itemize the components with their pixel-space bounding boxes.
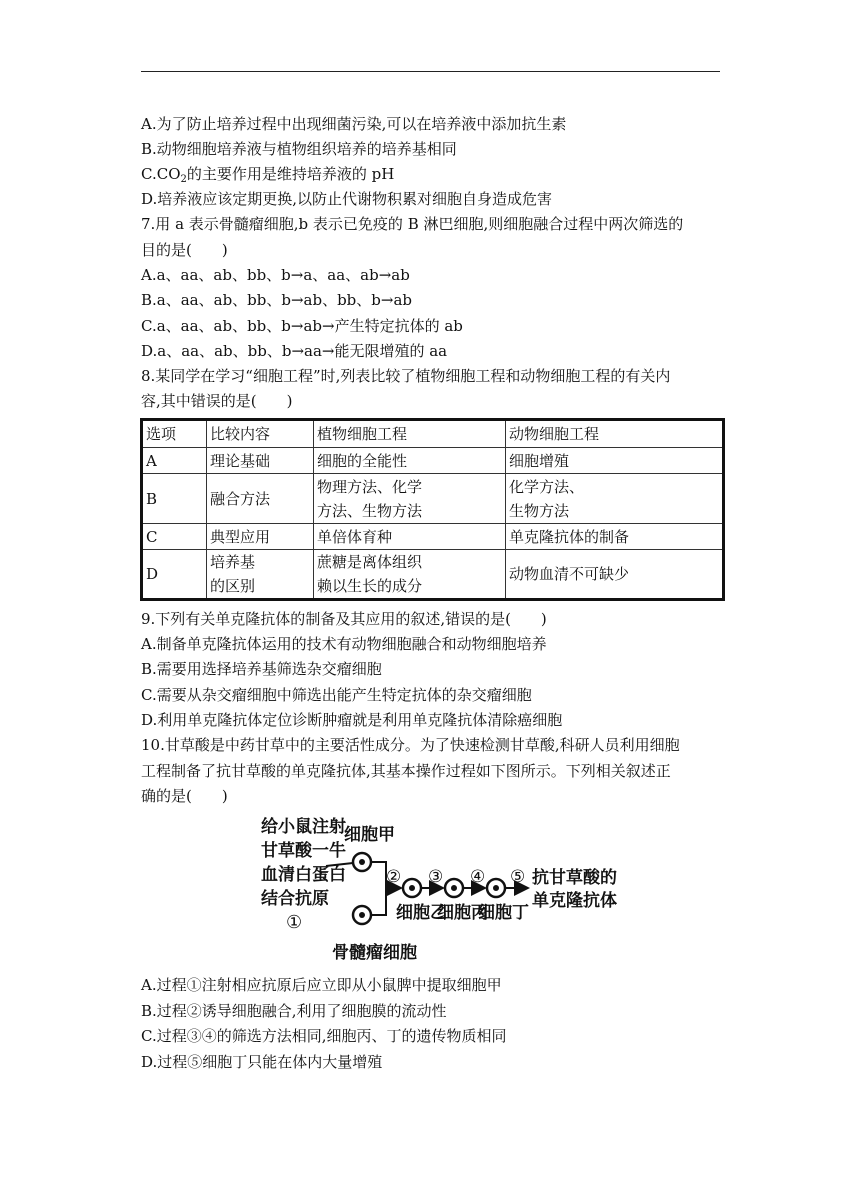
q10-option-a: A.过程①注射相应抗原后应立即从小鼠脾中提取细胞甲 bbox=[141, 976, 502, 994]
table-cell bbox=[314, 474, 506, 524]
q9-option-d: D.利用单克隆抗体定位诊断肿瘤就是利用单克隆抗体清除癌细胞 bbox=[141, 711, 563, 729]
step2-label: ② bbox=[386, 867, 402, 887]
comparison-table bbox=[140, 418, 725, 601]
table-row bbox=[142, 550, 724, 600]
q8-stem-line2: 容,其中错误的是( ) bbox=[141, 392, 293, 410]
q10-option-c: C.过程③④的筛选方法相同,细胞丙、丁的遗传物质相同 bbox=[141, 1027, 507, 1045]
cell-line: 生物方法 bbox=[509, 501, 570, 520]
q7-option-b: B.a、aa、ab、bb、b→ab、bb、b→ab bbox=[141, 291, 413, 309]
cell-line: 化学方法、 bbox=[509, 477, 585, 496]
q6-option-b: B.动物细胞培养液与植物组织培养的培养基相同 bbox=[141, 140, 457, 158]
myeloma-label: 骨髓瘤细胞 bbox=[332, 943, 417, 963]
cell-line: 赖以生长的成分 bbox=[317, 577, 423, 595]
table-row bbox=[142, 474, 724, 524]
table-header-row bbox=[142, 420, 724, 448]
table-cell: 单克隆抗体的制备 bbox=[506, 524, 724, 550]
q9-option-b: B.需要用选择培养基筛选杂交瘤细胞 bbox=[141, 660, 382, 678]
q7-stem-line1: 7.用 a 表示骨髓瘤细胞,b 表示已免疫的 B 淋巴细胞,则细胞融合过程中两次筛选的 bbox=[141, 215, 684, 233]
table-cell: C bbox=[142, 524, 207, 550]
table-cell bbox=[207, 550, 314, 600]
cell-line: 物理方法、化学 bbox=[317, 477, 423, 496]
table-cell: 动物血清不可缺少 bbox=[506, 550, 724, 600]
step3-label: ③ bbox=[428, 867, 444, 887]
cell-b-label: 细胞乙 bbox=[396, 903, 447, 923]
q7-stem-line2: 目的是( ) bbox=[141, 241, 228, 259]
table-cell: 融合方法 bbox=[207, 474, 314, 524]
q10-stem-line3: 确的是( ) bbox=[141, 787, 228, 805]
table-cell: D bbox=[142, 550, 207, 600]
fusion-bracket bbox=[371, 862, 386, 915]
q10-stem-line1: 10.甘草酸是中药甘草中的主要活性成分。为了快速检测甘草酸,科研人员利用细胞 bbox=[141, 736, 680, 754]
cell-c-label: 细胞丙 bbox=[437, 903, 488, 923]
table-cell bbox=[314, 550, 506, 600]
table-cell: A bbox=[142, 448, 207, 474]
cell-a-label: 细胞甲 bbox=[344, 825, 395, 845]
step4-label: ④ bbox=[470, 867, 486, 887]
header-cell: 植物细胞工程 bbox=[314, 420, 506, 448]
q6-option-c: $C.CO_2$的主要作用是维持培养液的 pH bbox=[141, 165, 395, 185]
cell-line: 方法、生物方法 bbox=[317, 501, 423, 520]
q6-option-a: A.为了防止培养过程中出现细菌污染,可以在培养液中添加抗生素 bbox=[141, 115, 567, 133]
q10-option-b: B.过程②诱导细胞融合,利用了细胞膜的流动性 bbox=[141, 1002, 447, 1020]
header-cell: 动物细胞工程 bbox=[506, 420, 724, 448]
product-label-l1: 抗甘草酸的 bbox=[532, 868, 617, 888]
q10-stem-line2: 工程制备了抗甘草酸的单克隆抗体,其基本操作过程如下图所示。下列相关叙述正 bbox=[141, 762, 671, 780]
table-row bbox=[142, 448, 724, 474]
q8-stem-line1: 8.某同学在学习“细胞工程”时,列表比较了植物细胞工程和动物细胞工程的有关内 bbox=[141, 367, 671, 385]
cell-line: 蔗糖是离体组织 bbox=[317, 553, 423, 571]
myeloma-cell-circle bbox=[353, 906, 371, 924]
q7-option-a: A.a、aa、ab、bb、b→a、aa、ab→ab bbox=[141, 266, 410, 284]
q9-stem: 9.下列有关单克隆抗体的制备及其应用的叙述,错误的是( ) bbox=[141, 610, 547, 628]
table-cell: 细胞的全能性 bbox=[314, 448, 506, 474]
inject-label-l1: 给小鼠注射 bbox=[261, 817, 346, 837]
q9-option-c: C.需要从杂交瘤细胞中筛选出能产生特定抗体的杂交瘤细胞 bbox=[141, 686, 532, 704]
cell-a-circle bbox=[353, 853, 371, 871]
table-cell: 典型应用 bbox=[207, 524, 314, 550]
table-cell: 细胞增殖 bbox=[506, 448, 724, 474]
table-cell: B bbox=[142, 474, 207, 524]
cell-line: 培养基 bbox=[210, 553, 256, 571]
q7-option-c: C.a、aa、ab、bb、b→ab→产生特定抗体的 ab bbox=[141, 317, 463, 335]
cell-line: 的区别 bbox=[210, 577, 256, 595]
cell-d-label: 细胞丁 bbox=[478, 903, 529, 923]
inject-label-l4: 结合抗原 bbox=[261, 889, 329, 909]
table-cell: 单倍体育种 bbox=[314, 524, 506, 550]
cell-d-circle bbox=[487, 879, 505, 897]
step5-label: ⑤ bbox=[510, 867, 526, 887]
inject-label-l2: 甘草酸一牛 bbox=[261, 841, 346, 861]
inject-label-l3: 血清白蛋白 bbox=[261, 865, 346, 885]
table-cell: 理论基础 bbox=[207, 448, 314, 474]
step1-label: ① bbox=[286, 912, 303, 933]
cell-c-circle bbox=[445, 879, 463, 897]
q6-option-d: D.培养液应该定期更换,以防止代谢物积累对细胞自身造成危害 bbox=[141, 190, 553, 208]
header-rule bbox=[141, 71, 720, 72]
q7-option-d: D.a、aa、ab、bb、b→aa→能无限增殖的 aa bbox=[141, 342, 448, 360]
q10-option-d: D.过程⑤细胞丁只能在体内大量增殖 bbox=[141, 1053, 383, 1071]
table-cell bbox=[506, 474, 724, 524]
antibody-flow-diagram bbox=[258, 812, 617, 972]
product-label-l2: 单克隆抗体 bbox=[532, 891, 617, 911]
header-cell: 选项 bbox=[142, 420, 207, 448]
header-cell: 比较内容 bbox=[207, 420, 314, 448]
cell-b-circle bbox=[403, 879, 421, 897]
q9-option-a: A.制备单克隆抗体运用的技术有动物细胞融合和动物细胞培养 bbox=[141, 635, 547, 653]
table-row bbox=[142, 524, 724, 550]
